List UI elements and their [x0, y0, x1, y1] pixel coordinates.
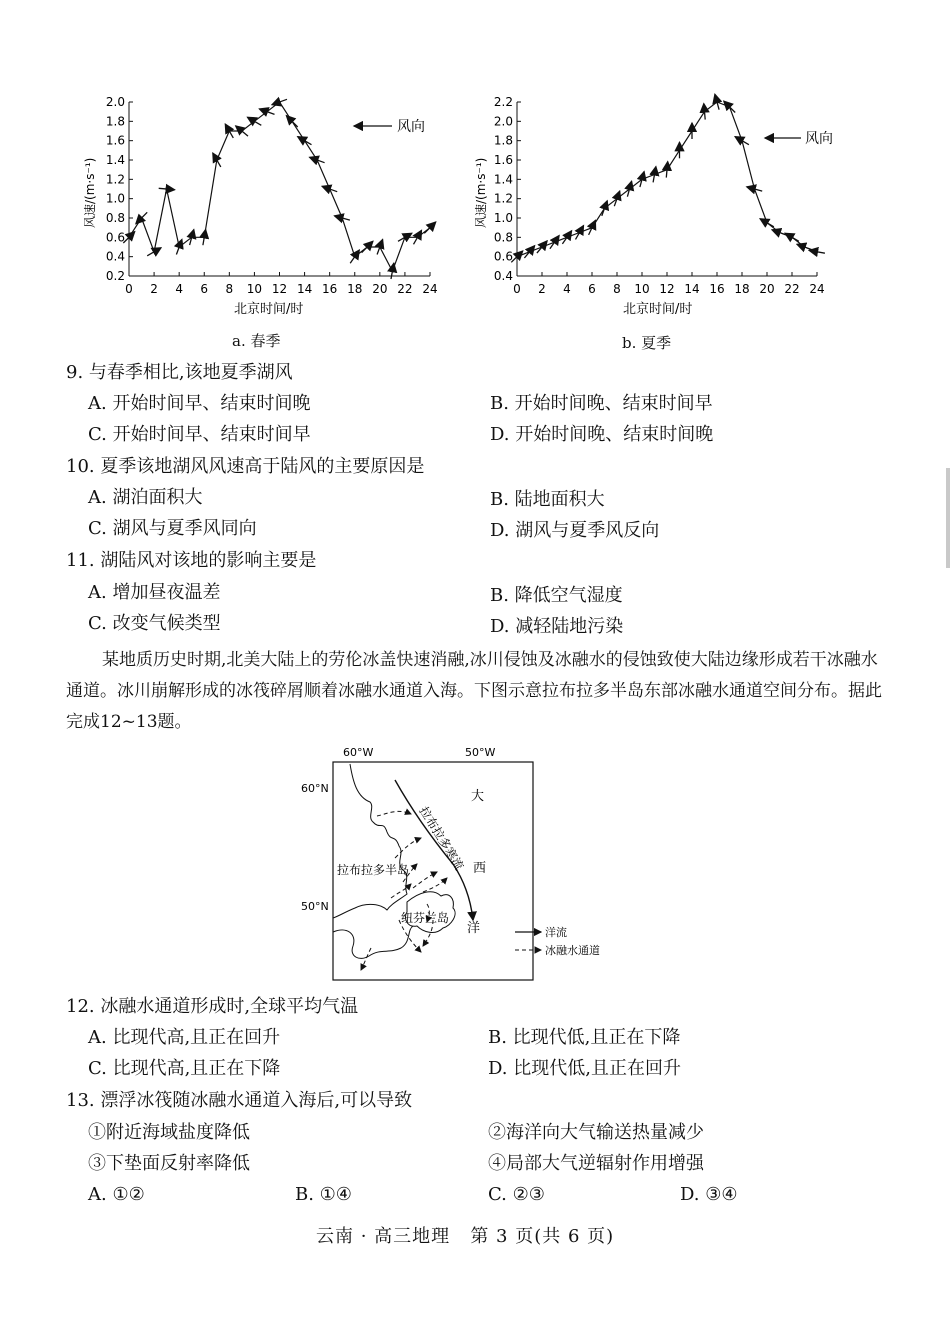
y-tick-label: 1.8 — [493, 133, 513, 148]
x-tick-label: 2 — [150, 282, 158, 296]
x-tick-label: 10 — [634, 282, 650, 296]
wind-direction-arrow — [322, 186, 337, 191]
x-tick-label: 24 — [809, 282, 825, 296]
y-tick-label: 0.8 — [493, 230, 513, 245]
wind-direction-arrow — [537, 241, 547, 253]
q10-option-c[interactable]: C. 湖风与夏季风同向 — [88, 518, 257, 539]
wind-direction-arrow — [735, 137, 749, 145]
q13-option-d[interactable]: D. ③④ — [680, 1184, 738, 1205]
q10-stem: 10. 夏季该地湖风风速高于陆风的主要原因是 — [66, 456, 425, 477]
q13-statement-3: ③下垫面反射率降低 — [88, 1153, 250, 1174]
y-tick-label: 1.8 — [105, 114, 125, 129]
ocean-label-1: 大 — [471, 789, 485, 804]
wind-direction-arrow — [350, 250, 359, 263]
lat-50-label: 50°N — [301, 900, 329, 913]
wind-direction-arrow — [310, 157, 325, 162]
wind-direction-arrow — [704, 104, 705, 120]
x-tick-label: 6 — [588, 282, 596, 296]
q10-option-d[interactable]: D. 湖风与夏季风反向 — [490, 520, 660, 541]
ocean-label-2: 西 — [473, 861, 487, 876]
q12-stem: 12. 冰融水通道形成时,全球平均气温 — [66, 996, 359, 1017]
y-tick-label: 0.8 — [105, 211, 125, 225]
current-label: 拉布拉多寒流 — [416, 804, 467, 873]
spring-ylabel: 风速/(m·s⁻¹) — [83, 157, 97, 228]
x-tick-label: 8 — [225, 282, 234, 296]
y-tick-label: 1.2 — [105, 172, 125, 187]
passage-text: 某地质历史时期,北美大陆上的劳伦冰盖快速消融,冰川侵蚀及冰融水的侵蚀致使大陆边缘形成若干冰融水通道。冰川崩解形成的冰筏碎屑顺着冰融水通道入海。下图示意拉布拉多半岛东部冰融水通道空间分布。据此完成12~13题。 — [66, 650, 882, 732]
peninsula-label: 拉布拉多半岛 — [337, 863, 410, 877]
q13-option-c[interactable]: C. ②③ — [488, 1184, 545, 1205]
wind-direction-arrow — [550, 236, 559, 249]
q9-option-c[interactable]: C. 开始时间早、结束时间早 — [88, 424, 311, 445]
x-tick-label: 4 — [175, 282, 183, 296]
y-tick-label: 0.4 — [105, 249, 125, 264]
y-tick-label: 1.4 — [105, 153, 125, 167]
y-tick-label: 1.6 — [493, 153, 513, 167]
y-tick-label: 1.0 — [105, 191, 125, 206]
page-edge-mark — [946, 468, 950, 568]
y-tick-label: 0.6 — [493, 249, 513, 264]
wind-direction-arrow — [562, 231, 571, 244]
wind-direction-arrow — [809, 250, 825, 253]
q9-option-a[interactable]: A. 开始时间早、结束时间晚 — [88, 393, 311, 414]
wind-direction-arrow — [760, 219, 774, 227]
q11-stem: 11. 湖陆风对该地的影响主要是 — [66, 550, 317, 571]
wind-direction-arrow — [136, 212, 147, 223]
x-tick-label: 16 — [322, 282, 338, 296]
x-tick-label: 22 — [397, 282, 413, 296]
wind-direction-arrow — [159, 188, 175, 189]
wind-direction-arrow — [576, 226, 584, 240]
x-tick-label: 6 — [200, 282, 209, 296]
q11-option-a[interactable]: A. 增加昼夜温差 — [88, 582, 221, 603]
y-tick-label: 1.4 — [493, 172, 513, 187]
lon-60-label: 60°W — [343, 746, 374, 759]
wind-direction-arrow — [213, 153, 221, 167]
q9-option-d[interactable]: D. 开始时间晚、结束时间晚 — [490, 424, 714, 445]
x-tick-label: 20 — [372, 282, 388, 296]
wind-direction-arrow — [785, 233, 799, 241]
x-tick-label: 10 — [246, 282, 263, 296]
summer-xlabel: 北京时间/时 — [623, 302, 693, 317]
wind-direction-arrow — [298, 137, 312, 145]
wind-direction-arrow — [176, 240, 182, 255]
spring-caption: a. 春季 — [232, 332, 281, 350]
wind-direction-arrow — [602, 201, 607, 216]
wind-direction-arrow — [272, 99, 287, 104]
q13-statement-1: ①附近海域盐度降低 — [88, 1122, 250, 1143]
summer-caption: b. 夏季 — [622, 334, 672, 352]
x-tick-label: 20 — [759, 282, 775, 296]
x-tick-label: 12 — [271, 282, 288, 296]
x-tick-label: 18 — [734, 282, 750, 296]
q13-statement-4: ④局部大气逆辐射作用增强 — [488, 1153, 704, 1174]
wind-direction-arrow — [424, 222, 435, 233]
q12-option-a[interactable]: A. 比现代高,且正在回升 — [88, 1027, 281, 1048]
wind-direction-arrow — [614, 191, 619, 206]
x-tick-label: 14 — [296, 282, 313, 296]
x-tick-label: 18 — [347, 282, 363, 296]
legend-current-label: 洋流 — [545, 926, 567, 939]
lon-50-label: 50°W — [465, 746, 496, 759]
q10-option-b[interactable]: B. 陆地面积大 — [490, 489, 605, 510]
wind-direction-arrow — [248, 117, 262, 125]
x-tick-label: 8 — [613, 282, 621, 296]
labrador-map — [295, 742, 625, 987]
legend-channel-label: 冰融水通道 — [545, 944, 600, 957]
q11-option-d[interactable]: D. 减轻陆地污染 — [490, 616, 624, 637]
y-tick-label: 0.4 — [493, 269, 513, 283]
x-tick-label: 22 — [784, 282, 800, 296]
y-tick-label: 0.6 — [105, 230, 125, 245]
wind-direction-arrow — [524, 246, 534, 258]
lat-60-label: 60°N — [301, 782, 329, 795]
x-tick-label: 4 — [563, 282, 571, 296]
wind-direction-arrow — [589, 220, 596, 235]
chart-summer — [465, 80, 865, 320]
q9-option-b[interactable]: B. 开始时间晚、结束时间早 — [490, 393, 713, 414]
wind-direction-arrow — [286, 116, 297, 127]
x-tick-label: 14 — [684, 282, 700, 296]
q11-option-c[interactable]: C. 改变气候类型 — [88, 613, 221, 634]
wind-direction-arrow — [259, 109, 274, 115]
summer-ylabel: 风速/(m·s⁻¹) — [474, 157, 488, 228]
y-tick-label: 0.2 — [105, 269, 125, 283]
y-tick-label: 2.2 — [493, 95, 513, 109]
x-tick-label: 0 — [125, 282, 133, 296]
page-footer: 云南 · 高三地理 第 3 页(共 6 页) — [316, 1226, 615, 1247]
q13-statement-2: ②海洋向大气输送热量减少 — [488, 1122, 704, 1143]
q12-option-d[interactable]: D. 比现代低,且正在回升 — [488, 1058, 681, 1079]
spring-legend-label: 风向 — [397, 119, 425, 135]
q12-option-c[interactable]: C. 比现代高,且正在下降 — [88, 1058, 281, 1079]
q12-option-b[interactable]: B. 比现代低,且正在下降 — [488, 1027, 681, 1048]
spring-wind-line — [129, 102, 430, 271]
wind-direction-arrow — [666, 162, 667, 178]
y-tick-label: 1.6 — [105, 133, 125, 148]
ocean-label-3: 洋 — [467, 921, 481, 936]
x-tick-label: 24 — [422, 282, 438, 296]
q9-stem: 9. 与春季相比,该地夏季湖风 — [66, 362, 293, 383]
chart-spring — [60, 80, 450, 320]
y-tick-label: 2.0 — [493, 114, 513, 129]
q10-option-a[interactable]: A. 湖泊面积大 — [88, 487, 203, 508]
y-tick-label: 1.0 — [493, 211, 513, 225]
y-tick-label: 1.2 — [493, 191, 513, 206]
q13-stem: 13. 漂浮冰筏随冰融水通道入海后,可以导致 — [66, 1090, 413, 1111]
wind-direction-arrow — [724, 101, 735, 112]
summer-wind-line — [517, 102, 817, 257]
x-tick-label: 16 — [709, 282, 725, 296]
wind-direction-arrow — [772, 230, 787, 235]
wind-direction-arrow — [391, 263, 394, 279]
summer-legend-label: 风向 — [805, 131, 833, 147]
x-tick-label: 12 — [659, 282, 675, 296]
x-tick-label: 2 — [538, 282, 546, 296]
wind-direction-arrow — [797, 244, 812, 249]
wind-direction-arrow — [627, 181, 631, 196]
x-tick-label: 0 — [513, 282, 521, 296]
q11-option-b[interactable]: B. 降低空气湿度 — [490, 585, 623, 606]
y-tick-label: 2.0 — [105, 95, 125, 109]
q13-option-a[interactable]: A. ①② — [88, 1184, 145, 1205]
spring-xlabel: 北京时间/时 — [234, 302, 304, 317]
q13-option-b[interactable]: B. ①④ — [295, 1184, 352, 1205]
island-label: 纽芬兰岛 — [401, 911, 450, 925]
